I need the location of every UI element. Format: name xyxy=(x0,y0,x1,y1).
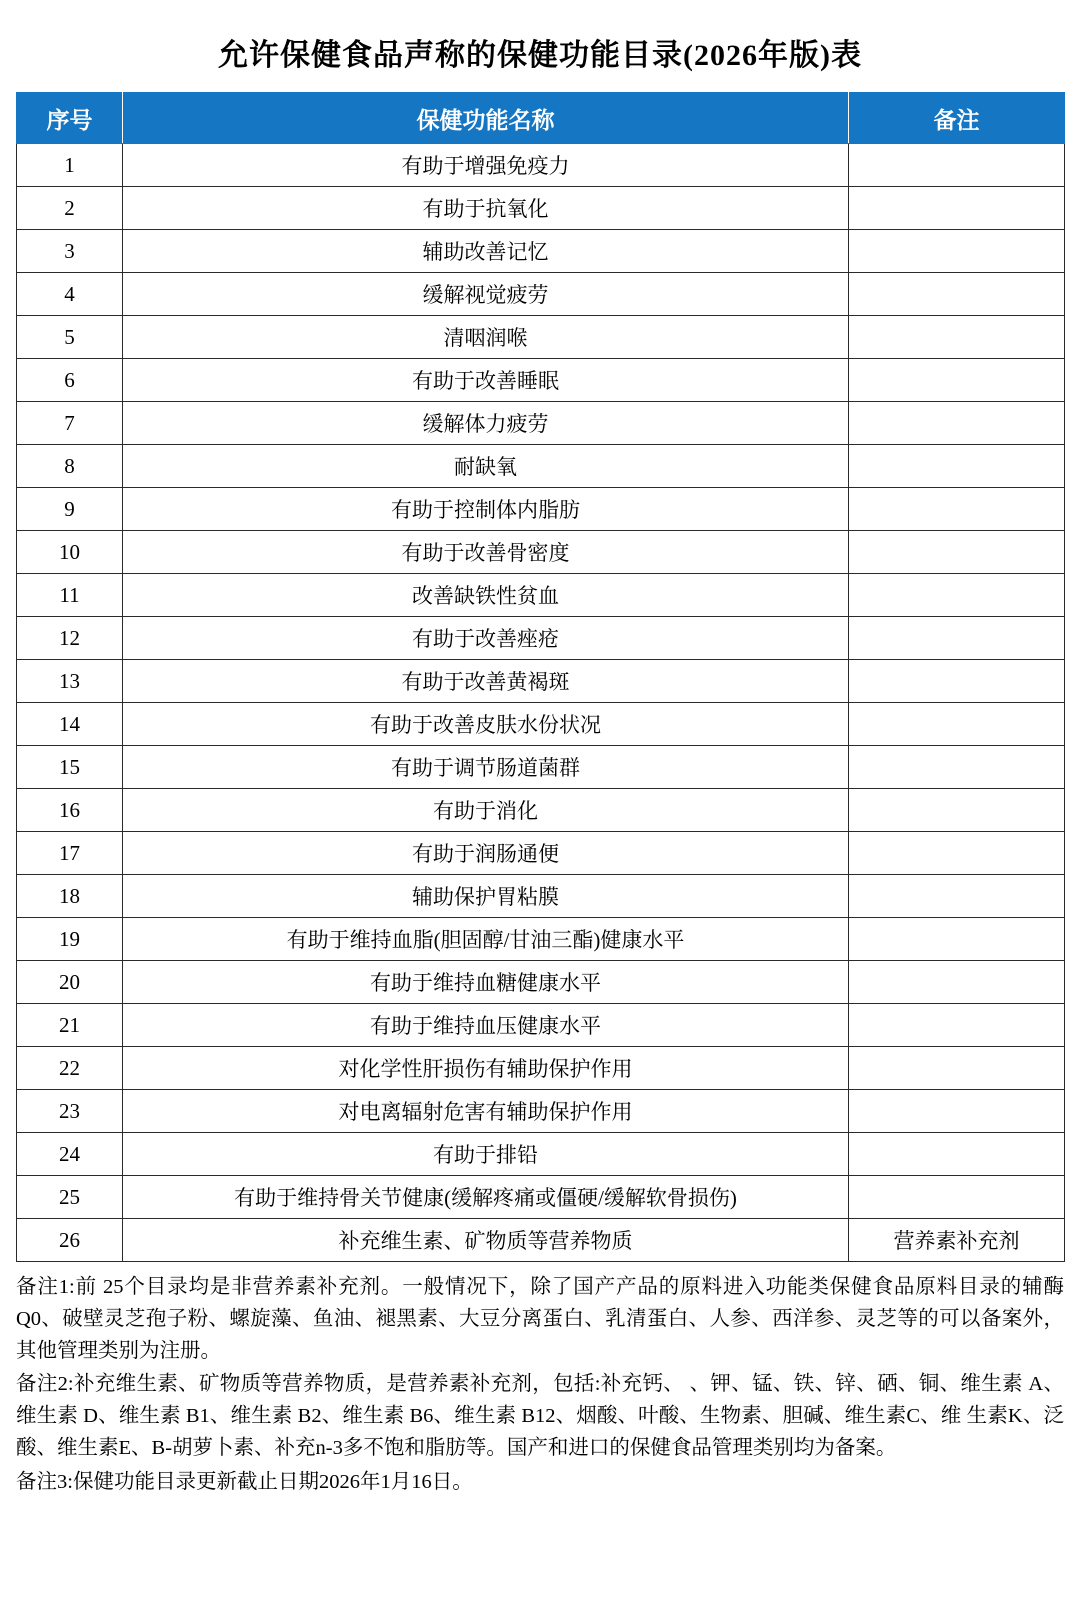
table-row xyxy=(17,273,1065,316)
cell-note xyxy=(849,617,1065,660)
cell-name: 有助于改善骨密度 xyxy=(123,531,849,574)
cell-name: 辅助保护胃粘膜 xyxy=(123,875,849,918)
cell-note xyxy=(849,359,1065,402)
cell-name: 有助于改善黄褐斑 xyxy=(123,660,849,703)
table-row xyxy=(17,230,1065,273)
cell-index: 13 xyxy=(17,660,123,703)
cell-name: 有助于改善皮肤水份状况 xyxy=(123,703,849,746)
cell-name: 辅助改善记忆 xyxy=(123,230,849,273)
table-row xyxy=(17,1133,1065,1176)
table-row xyxy=(17,1219,1065,1262)
cell-name: 对化学性肝损伤有辅助保护作用 xyxy=(123,1047,849,1090)
table-row xyxy=(17,144,1065,187)
cell-index: 25 xyxy=(17,1176,123,1219)
cell-name: 缓解视觉疲劳 xyxy=(123,273,849,316)
cell-index: 22 xyxy=(17,1047,123,1090)
cell-index: 15 xyxy=(17,746,123,789)
table-row xyxy=(17,961,1065,1004)
cell-name: 有助于维持血糖健康水平 xyxy=(123,961,849,1004)
table-row xyxy=(17,488,1065,531)
cell-index: 1 xyxy=(17,144,123,187)
table-row xyxy=(17,1004,1065,1047)
page-title: 允许保健食品声称的保健功能目录(2026年版)表 xyxy=(218,39,862,72)
cell-note xyxy=(849,316,1065,359)
note-1: 备注1:前 25个目录均是非营养素补充剂。一般情况下，除了国产产品的原料进入功能类保健食品原料目录的辅酶 Q0、破壁灵芝孢子粉、螺旋藻、鱼油、褪黑素、大豆分离蛋白、乳清蛋白、人参、西洋参、灵芝等的可以备案外，其他管理类别为注册。 xyxy=(16,1276,1064,1362)
table-row xyxy=(17,789,1065,832)
cell-name: 耐缺氧 xyxy=(123,445,849,488)
cell-note xyxy=(849,660,1065,703)
cell-index: 10 xyxy=(17,531,123,574)
table-row xyxy=(17,703,1065,746)
cell-note xyxy=(849,402,1065,445)
cell-index: 7 xyxy=(17,402,123,445)
note-2: 备注2:补充维生素、矿物质等营养物质，是营养素补充剂，包括:补充钙、 、钾、锰、铁、锌、硒、铜、维生素 A、维生素 D、维生素 B1、维生素 B2、维生素 B6、维生素 B12、烟酸、叶酸、生物素、胆碱、维生素C、维 生素K、泛酸、维生素E、B-胡萝卜素、补充n-3多不饱和脂肪等。国产和进口的保健食品管理类别均为备案。 xyxy=(16,1373,1064,1459)
cell-index: 8 xyxy=(17,445,123,488)
cell-note: 营养素补充剂 xyxy=(849,1219,1065,1262)
table-row xyxy=(17,359,1065,402)
cell-index: 16 xyxy=(17,789,123,832)
cell-index: 6 xyxy=(17,359,123,402)
cell-note xyxy=(849,746,1065,789)
cell-name: 有助于维持血压健康水平 xyxy=(123,1004,849,1047)
cell-index: 19 xyxy=(17,918,123,961)
table-row xyxy=(17,574,1065,617)
cell-index: 11 xyxy=(17,574,123,617)
table-row xyxy=(17,531,1065,574)
cell-name: 有助于调节肠道菌群 xyxy=(123,746,849,789)
cell-index: 26 xyxy=(17,1219,123,1262)
cell-index: 3 xyxy=(17,230,123,273)
cell-index: 20 xyxy=(17,961,123,1004)
cell-note xyxy=(849,574,1065,617)
cell-note xyxy=(849,1176,1065,1219)
note-3: 备注3:保健功能目录更新截止日期2026年1月16日。 xyxy=(16,1470,473,1493)
table-body xyxy=(17,144,1065,1262)
cell-name: 有助于控制体内脂肪 xyxy=(123,488,849,531)
cell-note xyxy=(849,1004,1065,1047)
cell-name: 有助于改善睡眠 xyxy=(123,359,849,402)
cell-note xyxy=(849,488,1065,531)
cell-index: 12 xyxy=(17,617,123,660)
cell-note xyxy=(849,1047,1065,1090)
table-row xyxy=(17,1047,1065,1090)
table-row xyxy=(17,832,1065,875)
cell-note xyxy=(849,1090,1065,1133)
cell-note xyxy=(849,789,1065,832)
table-row xyxy=(17,617,1065,660)
cell-note xyxy=(849,531,1065,574)
cell-name: 改善缺铁性贫血 xyxy=(123,574,849,617)
cell-note xyxy=(849,230,1065,273)
cell-index: 4 xyxy=(17,273,123,316)
cell-index: 23 xyxy=(17,1090,123,1133)
cell-note xyxy=(849,1133,1065,1176)
cell-name: 有助于增强免疫力 xyxy=(123,144,849,187)
cell-index: 14 xyxy=(17,703,123,746)
cell-index: 24 xyxy=(17,1133,123,1176)
notes-section xyxy=(16,1272,1064,1498)
cell-index: 21 xyxy=(17,1004,123,1047)
table-row xyxy=(17,1090,1065,1133)
table-row xyxy=(17,875,1065,918)
health-function-table xyxy=(16,92,1065,1262)
table-row xyxy=(17,445,1065,488)
cell-name: 缓解体力疲劳 xyxy=(123,402,849,445)
cell-index: 5 xyxy=(17,316,123,359)
table-row xyxy=(17,660,1065,703)
cell-note xyxy=(849,832,1065,875)
cell-name: 有助于维持血脂(胆固醇/甘油三酯)健康水平 xyxy=(123,918,849,961)
table-row xyxy=(17,187,1065,230)
cell-name: 有助于抗氧化 xyxy=(123,187,849,230)
cell-index: 17 xyxy=(17,832,123,875)
column-header-note: 备注 xyxy=(849,93,1065,144)
table-row xyxy=(17,918,1065,961)
cell-index: 9 xyxy=(17,488,123,531)
cell-note xyxy=(849,918,1065,961)
cell-note xyxy=(849,961,1065,1004)
cell-name: 对电离辐射危害有辅助保护作用 xyxy=(123,1090,849,1133)
cell-note xyxy=(849,875,1065,918)
cell-index: 18 xyxy=(17,875,123,918)
cell-note xyxy=(849,144,1065,187)
cell-note xyxy=(849,703,1065,746)
cell-name: 有助于润肠通便 xyxy=(123,832,849,875)
cell-name: 补充维生素、矿物质等营养物质 xyxy=(123,1219,849,1262)
cell-name: 清咽润喉 xyxy=(123,316,849,359)
table-row xyxy=(17,316,1065,359)
column-header-index: 序号 xyxy=(17,93,123,144)
cell-note xyxy=(849,273,1065,316)
table-row xyxy=(17,402,1065,445)
cell-note xyxy=(849,187,1065,230)
cell-index: 2 xyxy=(17,187,123,230)
table-row xyxy=(17,1176,1065,1219)
cell-name: 有助于消化 xyxy=(123,789,849,832)
cell-note xyxy=(849,445,1065,488)
table-header-row xyxy=(17,93,1065,144)
cell-name: 有助于改善痤疮 xyxy=(123,617,849,660)
column-header-name: 保健功能名称 xyxy=(123,93,849,144)
cell-name: 有助于排铅 xyxy=(123,1133,849,1176)
table-row xyxy=(17,746,1065,789)
table-header xyxy=(17,93,1065,144)
cell-name: 有助于维持骨关节健康(缓解疼痛或僵硬/缓解软骨损伤) xyxy=(123,1176,849,1219)
